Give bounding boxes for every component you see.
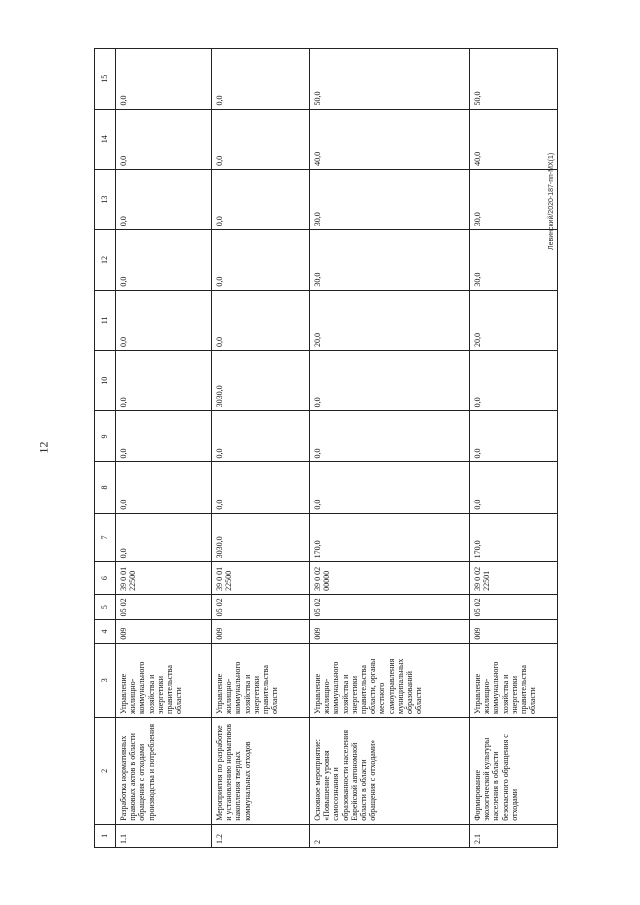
code-target: 39 0 01 22500 <box>212 562 310 595</box>
code-grbs: 009 <box>212 620 310 643</box>
column-header: 9 <box>95 411 116 462</box>
value-cell: 0,0 <box>116 411 212 462</box>
value-cell: 0,0 <box>212 411 310 462</box>
value-cell: 0,0 <box>116 109 212 169</box>
row-number: 2 <box>310 824 470 847</box>
value-cell: 0,0 <box>116 49 212 110</box>
value-cell: 0,0 <box>116 290 212 350</box>
value-cell: 0,0 <box>212 109 310 169</box>
column-header: 4 <box>95 620 116 643</box>
column-header: 8 <box>95 462 116 513</box>
row-number: 2.1 <box>470 824 558 847</box>
value-cell: 0,0 <box>310 351 470 411</box>
value-cell: 3030,0 <box>212 351 310 411</box>
value-total: 0,0 <box>116 513 212 562</box>
row-number: 1.1 <box>116 824 212 847</box>
value-cell: 30,0 <box>310 169 470 229</box>
value-cell: 0,0 <box>212 49 310 110</box>
table-row <box>116 49 212 848</box>
column-header: 10 <box>95 351 116 411</box>
table-row <box>212 49 310 848</box>
column-header: 5 <box>95 594 116 620</box>
column-header: 11 <box>95 290 116 350</box>
value-cell: 30,0 <box>310 230 470 290</box>
column-header: 12 <box>95 230 116 290</box>
executor: Управление жилищно-коммунального хозяйства и энергетики правительства области <box>470 643 558 717</box>
value-cell: 0,0 <box>116 351 212 411</box>
row-number: 1.2 <box>212 824 310 847</box>
code-section: 05 02 <box>470 594 558 620</box>
code-grbs: 009 <box>310 620 470 643</box>
value-cell: 20,0 <box>310 290 470 350</box>
measure-name: Основное мероприятие: «Повышение уровня самосознания и образованности населения Еврейской автономной области в области обращения с отходами» <box>310 717 470 824</box>
value-cell: 30,0 <box>470 169 558 229</box>
value-cell: 0,0 <box>116 230 212 290</box>
value-cell: 0,0 <box>310 411 470 462</box>
code-section: 05 02 <box>212 594 310 620</box>
table <box>94 48 558 848</box>
code-target: 39 0 02 00000 <box>310 562 470 595</box>
program-table <box>94 48 552 848</box>
value-cell: 0,0 <box>212 290 310 350</box>
code-target: 39 0 01 22500 <box>116 562 212 595</box>
executor: Управление жилищно-коммунального хозяйства и энергетики правительства области, органы местного самоуправления муниципальных образований области <box>310 643 470 717</box>
code-grbs: 009 <box>470 620 558 643</box>
value-cell: 0,0 <box>310 462 470 513</box>
header-row <box>95 49 116 848</box>
document-code: Левинский/2020-187-пп-МХ(1) <box>548 152 555 250</box>
value-cell: 30,0 <box>470 230 558 290</box>
value-total: 3030,0 <box>212 513 310 562</box>
measure-name: Формирование экологической культуры населения в области безопасного обращения с отходами <box>470 717 558 824</box>
column-header: 3 <box>95 643 116 717</box>
value-cell: 0,0 <box>116 462 212 513</box>
measure-name: Разработка нормативных правовых актов в области обращения с отходами производства и потребления <box>116 717 212 824</box>
page-number: 12 <box>36 441 51 454</box>
table-row <box>310 49 470 848</box>
column-header: 2 <box>95 717 116 824</box>
measure-name: Мероприятия по разработке и установлению нормативов накопления твердых коммунальных отходов <box>212 717 310 824</box>
value-cell: 50,0 <box>310 49 470 110</box>
code-section: 05 02 <box>116 594 212 620</box>
value-cell: 40,0 <box>310 109 470 169</box>
executor: Управление жилищно-коммунального хозяйства и энергетики правительства области <box>212 643 310 717</box>
column-header: 14 <box>95 109 116 169</box>
value-total: 170,0 <box>310 513 470 562</box>
column-header: 13 <box>95 169 116 229</box>
column-header: 1 <box>95 824 116 847</box>
code-grbs: 009 <box>116 620 212 643</box>
executor: Управление жилищно-коммунального хозяйства и энергетики правительства области <box>116 643 212 717</box>
code-section: 05 02 <box>310 594 470 620</box>
column-header: 7 <box>95 513 116 562</box>
value-cell: 0,0 <box>470 411 558 462</box>
value-total: 170,0 <box>470 513 558 562</box>
value-cell: 0,0 <box>212 169 310 229</box>
value-cell: 50,0 <box>470 49 558 110</box>
value-cell: 40,0 <box>470 109 558 169</box>
value-cell: 0,0 <box>212 230 310 290</box>
value-cell: 0,0 <box>470 351 558 411</box>
value-cell: 20,0 <box>470 290 558 350</box>
value-cell: 0,0 <box>212 462 310 513</box>
value-cell: 0,0 <box>470 462 558 513</box>
column-header: 15 <box>95 49 116 110</box>
code-target: 39 0 02 22501 <box>470 562 558 595</box>
column-header: 6 <box>95 562 116 595</box>
value-cell: 0,0 <box>116 169 212 229</box>
table-row <box>470 49 558 848</box>
